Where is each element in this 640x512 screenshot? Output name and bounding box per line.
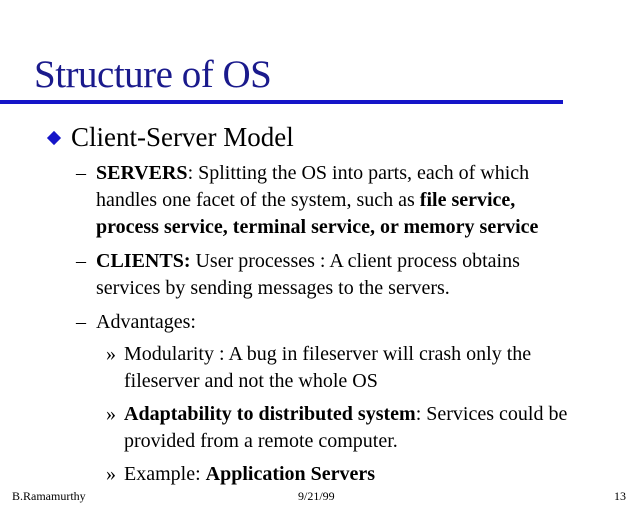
sub-bullet-clients: [76, 248, 572, 302]
clients-label: CLIENTS:: [96, 250, 191, 272]
servers-text: [96, 160, 572, 241]
clients-description: User processes : A client process obtains services by sending messages to the servers.: [96, 250, 520, 299]
servers-description: : Splitting the OS into parts, each of which handles one facet of the system, such as: [96, 162, 530, 211]
raquo-marker: »: [106, 403, 116, 425]
bullet-client-server: [49, 121, 294, 153]
diamond-bullet-icon: [47, 131, 61, 145]
dash-marker: –: [76, 250, 86, 272]
slide-title: Structure of OS: [34, 53, 272, 96]
dash-marker: –: [76, 162, 86, 184]
sub-bullet-servers: [76, 160, 572, 241]
advantages-label: Advantages:: [96, 311, 196, 333]
example-value: Application Servers: [205, 463, 376, 485]
footer-date: 9/21/99: [298, 489, 335, 503]
adaptability-label: Adaptability to distributed system: [124, 403, 416, 425]
raquo-marker: »: [106, 463, 116, 485]
advantage-modularity: [106, 341, 584, 395]
adaptability-text: [124, 401, 584, 455]
clients-text: [96, 248, 572, 302]
page-number: 13: [614, 489, 626, 503]
advantage-example: [106, 461, 584, 488]
advantage-adaptability: [106, 401, 584, 455]
raquo-marker: »: [106, 343, 116, 365]
bullet-label: Client-Server Model: [71, 122, 294, 152]
modularity-text: Modularity : A bug in fileserver will crash only the fileserver and not the whole OS: [124, 343, 532, 392]
example-text: [124, 461, 584, 488]
title-underline: [0, 100, 563, 104]
servers-label: SERVERS: [96, 162, 188, 184]
dash-marker: –: [76, 311, 86, 333]
adaptability-description: : Services could be provided from a remote computer.: [124, 403, 568, 452]
sub-bullet-advantages: [76, 309, 572, 336]
example-label: Example:: [124, 463, 206, 485]
footer-author: B.Ramamurthy: [12, 489, 86, 503]
servers-services: file service, process service, terminal service, or memory service: [96, 189, 539, 238]
